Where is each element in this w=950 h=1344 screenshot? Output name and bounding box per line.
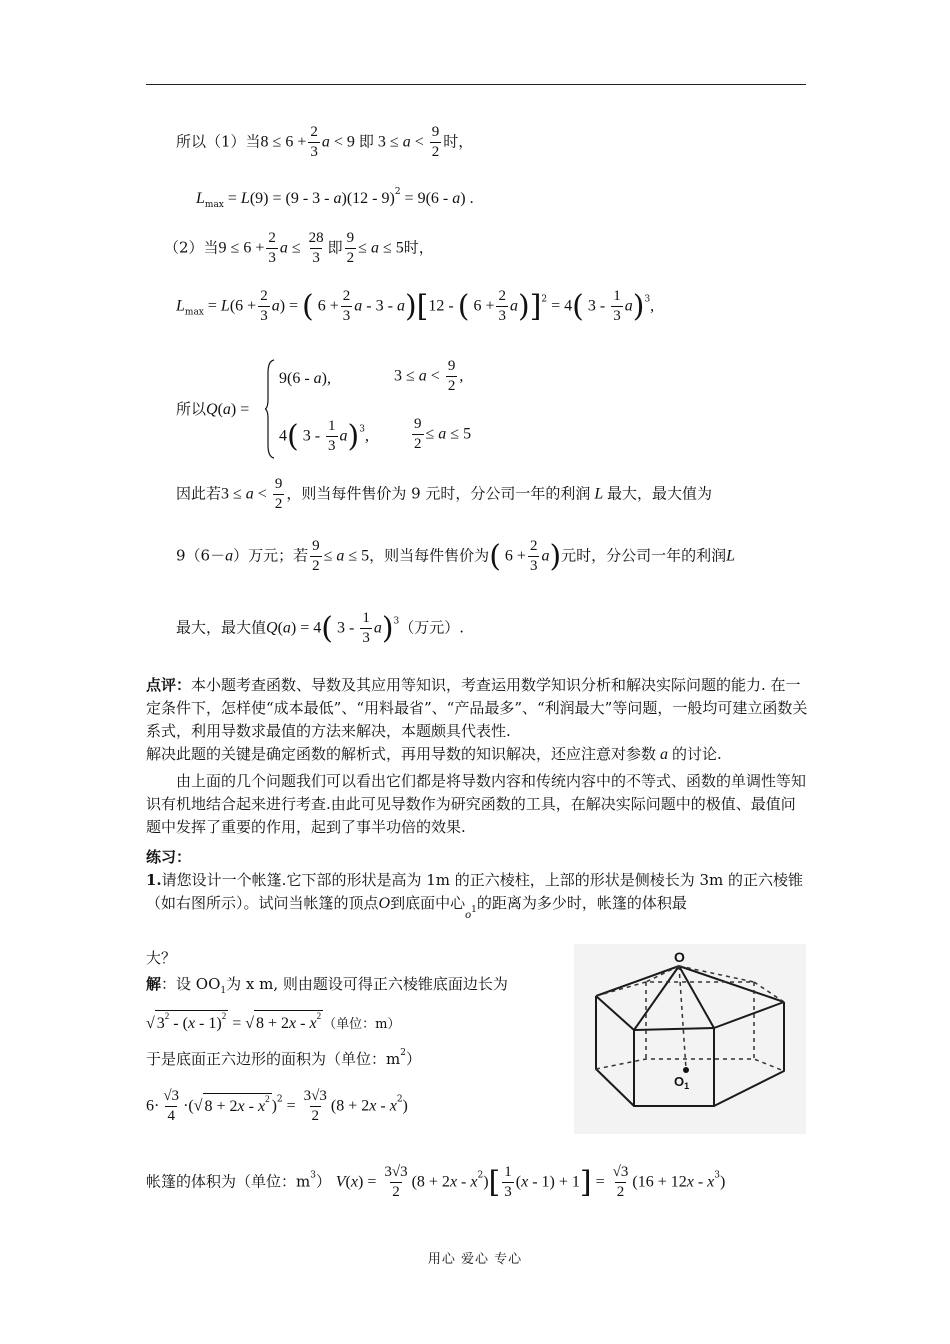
text: 因此若	[176, 484, 222, 503]
exercise-question-3: 的距离为多少时，帐篷的体积最	[476, 894, 687, 912]
text: 所以	[176, 400, 207, 418]
case-1-line: 所以（1）当8 ≤ 6 + $\frac{2}{3}$ a < 9 即 3 ≤ a < $\frac{9}{2}$ 时，	[176, 124, 474, 160]
case-2-line: （2）当9 ≤ 6 + $\frac{2}{3}$ a ≤ $\frac{28}{3}$ 即 $\frac{9}{2}$ ≤ a ≤ 5时，	[164, 230, 434, 266]
text: 帐篷的体积为（单位：m	[146, 1172, 311, 1191]
summary-text: 由上面的几个问题我们可以看出它们都是将导数内容和传统内容中的不等式、函数的单调性等知识有机地结合起来进行考查.由此可见导数作为研究函数的工具，在解决实际问题中的极值、最值问题中发挥了重要的作用，起到了事半功倍的效果.	[146, 772, 807, 836]
text: （2）当	[164, 238, 219, 257]
text: （万元）.	[399, 618, 465, 637]
area-formula: 6· $\frac{√3}{4}$ ·(√ $8 + 2x - x^2$ )$^2$ = $\frac{3√3}{2}$ $(8 + 2x - x^2)$	[146, 1088, 408, 1124]
text: 大？	[146, 949, 177, 967]
text: ）万元；若	[233, 546, 309, 565]
text: 所以（1）当	[176, 132, 261, 151]
comment-paragraph: 点评：本小题考查函数、导数及其应用等知识，考查运用数学知识分析和解决实际问题的能力. 在一定条件下，怎样使“成本最低”、“用料最省”、“产品最多”、“利润最大”等问题，一般均可建立函数关系式，利用导数求最值的方法来解决，本题颇具代表性. 解决此题的关键是确定函数的解析式，再用导数的知识解决，还应注意对参数 a 的讨论.	[146, 676, 808, 763]
piecewise-q-label: 所以Q(a) =	[176, 400, 250, 418]
piecewise-case-2: 4( 3 - $\frac{1}{3}$ a)$^3$,	[279, 418, 369, 454]
text: 时，	[403, 238, 434, 257]
text: ）	[315, 1172, 331, 1191]
exercise-heading: 练习：	[146, 848, 192, 866]
solution-line	[146, 973, 508, 996]
lmax-equation-2: $L_{max} = L(6$ + $\frac{2}{3}$ a) = ( 6 + $\frac{2}{3}$ a - 3 - a)[12 - ( 6 + $\frac{2}{3}$ a)]$^2$ = 4( 3 - $\frac{1}{3}$ a)$^3$,	[176, 288, 655, 324]
summary-paragraph	[146, 770, 808, 839]
piecewise-case-1: 9(6 - a),	[279, 370, 331, 387]
figure-label-o1: $O_1$	[674, 1074, 690, 1091]
text: （单位：m）	[323, 1017, 401, 1032]
exercise-question-2: 到底面中心	[390, 894, 466, 912]
conclusion-line-1: 因此若3 ≤ a < $\frac{9}{2}$ ，则当每件售价为 9 元时，分公司一年的利润 L 最大，最大值为	[176, 476, 713, 512]
text: 1	[220, 986, 227, 996]
center-point	[683, 1067, 689, 1073]
exercise-question-end	[146, 947, 176, 968]
volume-line: 帐篷的体积为（单位：$m^3$） V(x) = $\frac{3√3}{2}$ $(8 + 2x - x^2)$[ $\frac{1}{3}$ (x - 1) + 1] = $\frac{√3}{2}$ $(16 + 12x - x^3)$	[146, 1164, 726, 1200]
piecewise-cond-2: $\frac{9}{2}$ ≤ a ≤ 5	[414, 416, 472, 452]
conclusion-line-3: 最大，最大值Q(a) = 4( 3 - $\frac{1}{3}$ a)$^3$（万元）.	[176, 610, 465, 646]
side-length-formula: √ $3^2 - (x - 1)^2$ = √ $8 + 2x - x^2$（单位：m）	[146, 1011, 401, 1032]
piecewise-brace	[265, 359, 275, 459]
text: 3	[310, 1170, 316, 1181]
text: 最大，最大值为	[607, 484, 713, 503]
area-text-line	[146, 1048, 421, 1069]
text: ：设 OO	[161, 975, 221, 993]
comment-label: 点评：	[146, 676, 192, 694]
text: 于是底面正六边形的面积为（单位：m	[146, 1050, 401, 1068]
vertex-o: O	[378, 895, 391, 912]
text: 最大，最大值	[176, 618, 267, 637]
solution-label: 解	[146, 975, 162, 993]
text: ，则当每件售价为 9 元时，分公司一年的利润	[286, 484, 591, 503]
text: 时，	[443, 132, 474, 151]
text: 元时，分公司一年的利润	[561, 546, 727, 565]
comment-text-3: 的讨论.	[672, 745, 722, 763]
exercise-question: 请您设计一个帐篷.它下部的形状是高为 1m 的正六棱柱，上部的形状是侧棱长为 3m 的正六棱锥（如右图所示）。试问当帐篷的顶点	[146, 871, 804, 912]
text: 为 x m, 则由题设可得正六棱锥底面边长为	[226, 975, 508, 993]
text: 2	[400, 1048, 406, 1058]
text: ）	[405, 1050, 421, 1068]
exercise-block: 练习： 1.请您设计一个帐篷.它下部的形状是高为 1m 的正六棱柱，上部的形状是侧棱长为 3m 的正六棱锥（如右图所示）。试问当帐篷的顶点O到底面中心$_{o1}$的距离为多少时，帐篷的体积最	[146, 848, 804, 921]
comment-text-2: 解决此题的关键是确定函数的解析式，再用导数的知识解决，还应注意对参数	[146, 745, 657, 763]
lmax-equation-1: $L_{max} = L(9) = (9 - 3 - a)(12 - 9)^2 = 9(6 - a)$ .	[196, 187, 474, 210]
exercise-number: 1.	[146, 871, 162, 889]
figure-label-o: O	[674, 949, 685, 965]
header-rule	[146, 84, 806, 85]
text: ，则当每件售价为	[369, 546, 490, 565]
page-footer: 用心 爱心 专心	[427, 1252, 523, 1267]
comment-text: 本小题考查函数、导数及其应用等知识，考查运用数学知识分析和解决实际问题的能力. 在一定条件下，怎样使“成本最低”、“用料最省”、“产品最多”、“利润最大”等问题，一般均可建立函数关系式，利用导数求最值的方法来解决，本题颇具代表性.	[146, 676, 808, 740]
text: 9（6－	[176, 546, 226, 565]
piecewise-cond-1: 3 ≤ a < $\frac{9}{2}$ ,	[394, 358, 464, 394]
conclusion-line-2: 9（6－a）万元；若 $\frac{9}{2}$ ≤ a ≤ 5，则当每件售价为( 6 + $\frac{2}{3}$ a)元时，分公司一年的利润L	[176, 538, 736, 574]
tent-figure	[574, 944, 806, 1134]
